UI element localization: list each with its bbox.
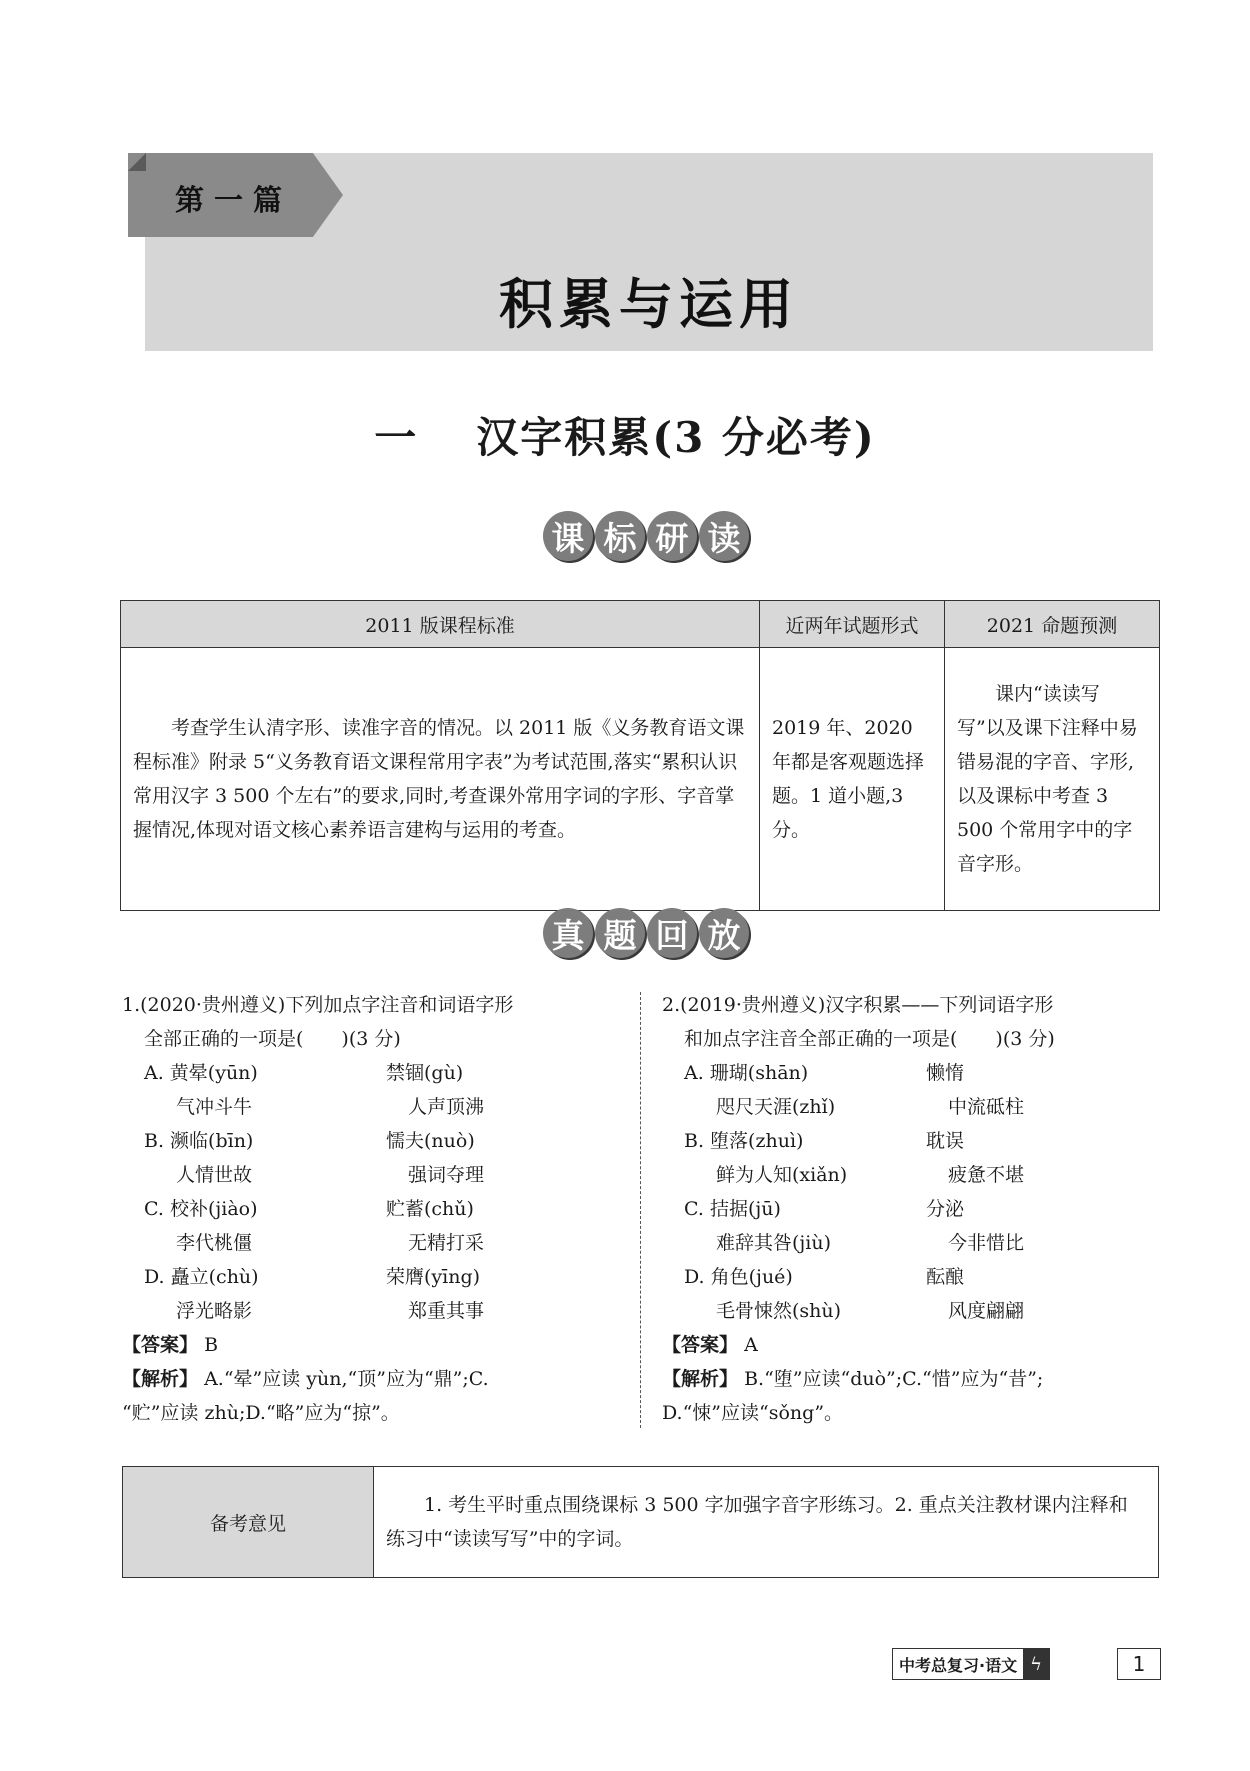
option-term: 浮光略影 [176, 1300, 253, 1322]
option-a: A. 黄晕(yūn) [144, 1062, 258, 1084]
column-divider [640, 992, 641, 1428]
tips-table [122, 1466, 1159, 1578]
heading-char: 课 [543, 511, 593, 561]
table-cell: 课内“读读写写”以及课下注释中易错易混的字音、字形,以及课标中考查 3 500 个常用字中的字音字形。 [945, 648, 1160, 911]
option-term: 懦夫(nuò) [386, 1130, 475, 1152]
question-stem: 全部正确的一项是( )(3 分) [144, 1028, 401, 1050]
table-header: 近两年试题形式 [760, 601, 945, 648]
tips-label: 备考意见 [123, 1467, 374, 1578]
option-term: 耽误 [926, 1130, 965, 1152]
option-term: 人情世故 [176, 1164, 253, 1186]
option-term: 懒惰 [926, 1062, 965, 1084]
analysis-text: A.“晕”应读 yùn,“顶”应为“鼎”;C. [204, 1368, 489, 1390]
heading-char: 标 [595, 511, 645, 561]
standards-table [120, 600, 1160, 911]
page-number: 1 [1117, 1648, 1161, 1680]
option-term: 咫尺天涯(zhǐ) [716, 1096, 836, 1118]
option-term: 气冲斗牛 [176, 1096, 253, 1118]
option-term: 贮蓄(chǔ) [386, 1198, 474, 1220]
lightning-icon: ϟ [1023, 1649, 1049, 1679]
question-2 [662, 988, 1167, 1430]
option-term: 酝酿 [926, 1266, 965, 1288]
table-cell: 2019 年、2020 年都是客观题选择题。1 道小题,3 分。 [760, 648, 945, 911]
option-a: A. 珊瑚(shān) [684, 1062, 809, 1084]
option-term: 郑重其事 [408, 1300, 485, 1322]
answer-value: A [744, 1334, 758, 1356]
question-stem: 2.(2019·贵州遵义)汉字积累——下列词语字形 [662, 994, 1054, 1016]
tips-text: 1. 考生平时重点围绕课标 3 500 字加强字音字形练习。2. 重点关注教材课内注释和练习中“读读写写”中的字词。 [374, 1467, 1159, 1578]
option-term: 李代桃僵 [176, 1232, 253, 1254]
option-c: C. 校补(jiào) [144, 1198, 258, 1220]
analysis-text: “贮”应读 zhù;D.“略”应为“掠”。 [122, 1402, 400, 1424]
answer-value: B [204, 1334, 219, 1356]
chapter-heading [0, 405, 1250, 465]
option-term: 鲜为人知(xiǎn) [716, 1164, 848, 1186]
analysis-label: 【解析】 [122, 1368, 199, 1390]
footer-series-box [892, 1648, 1050, 1680]
heading-char: 回 [647, 908, 697, 958]
table-cell: 考查学生认清字形、读准字音的情况。以 2011 版《义务教育语文课程标准》附录 5“义务教育语文课程常用字表”为考试范围,落实“累积认识常用汉字 3 500 个左右”的要求,同时,考查课外常用字词的字形、字音掌握情况,体现对语文核心素养语言建构与运用的考查。 [121, 648, 760, 911]
heading-char: 真 [543, 908, 593, 958]
section-heading-standards [543, 511, 749, 561]
chapter-title: 汉字积累(3 分必考) [476, 413, 876, 462]
option-term: 人声顶沸 [408, 1096, 485, 1118]
heading-char: 放 [699, 908, 749, 958]
option-b: B. 堕落(zhuì) [684, 1130, 804, 1152]
part-title: 积累与运用 [499, 273, 799, 336]
footer-series: 中考总复习·语文 [899, 1655, 1018, 1675]
table-header: 2021 命题预测 [945, 601, 1160, 648]
question-stem: 1.(2020·贵州遵义)下列加点字注音和词语字形 [122, 994, 514, 1016]
question-1 [122, 988, 627, 1430]
option-term: 疲惫不堪 [948, 1164, 1025, 1186]
option-d: D. 矗立(chù) [144, 1266, 259, 1288]
option-term: 荣膺(yīng) [386, 1266, 481, 1288]
option-term: 中流砥柱 [948, 1096, 1025, 1118]
option-term: 分泌 [926, 1198, 965, 1220]
answer-label: 【答案】 [122, 1334, 199, 1356]
section-heading-past-exams [543, 908, 749, 958]
option-term: 今非惜比 [948, 1232, 1025, 1254]
part-label: 第一篇 [175, 183, 293, 217]
heading-char: 研 [647, 511, 697, 561]
option-d: D. 角色(jué) [684, 1266, 793, 1288]
table-header: 2011 版课程标准 [121, 601, 760, 648]
option-term: 强词夺理 [408, 1164, 485, 1186]
question-stem: 和加点字注音全部正确的一项是( )(3 分) [684, 1028, 1055, 1050]
chapter-number: 一 [374, 413, 419, 462]
analysis-text: B.“堕”应读“duò”;C.“惜”应为“昔”; [744, 1368, 1044, 1390]
option-c: C. 拮据(jū) [684, 1198, 781, 1220]
heading-char: 读 [699, 511, 749, 561]
option-term: 风度翩翩 [948, 1300, 1025, 1322]
option-term: 难辞其咎(jiù) [716, 1232, 832, 1254]
option-term: 无精打采 [408, 1232, 485, 1254]
heading-char: 题 [595, 908, 645, 958]
option-term: 禁锢(gù) [386, 1062, 464, 1084]
option-term: 毛骨悚然(shù) [716, 1300, 842, 1322]
analysis-label: 【解析】 [662, 1368, 739, 1390]
answer-label: 【答案】 [662, 1334, 739, 1356]
analysis-text: D.“悚”应读“sǒng”。 [662, 1402, 844, 1424]
option-b: B. 濒临(bīn) [144, 1130, 254, 1152]
